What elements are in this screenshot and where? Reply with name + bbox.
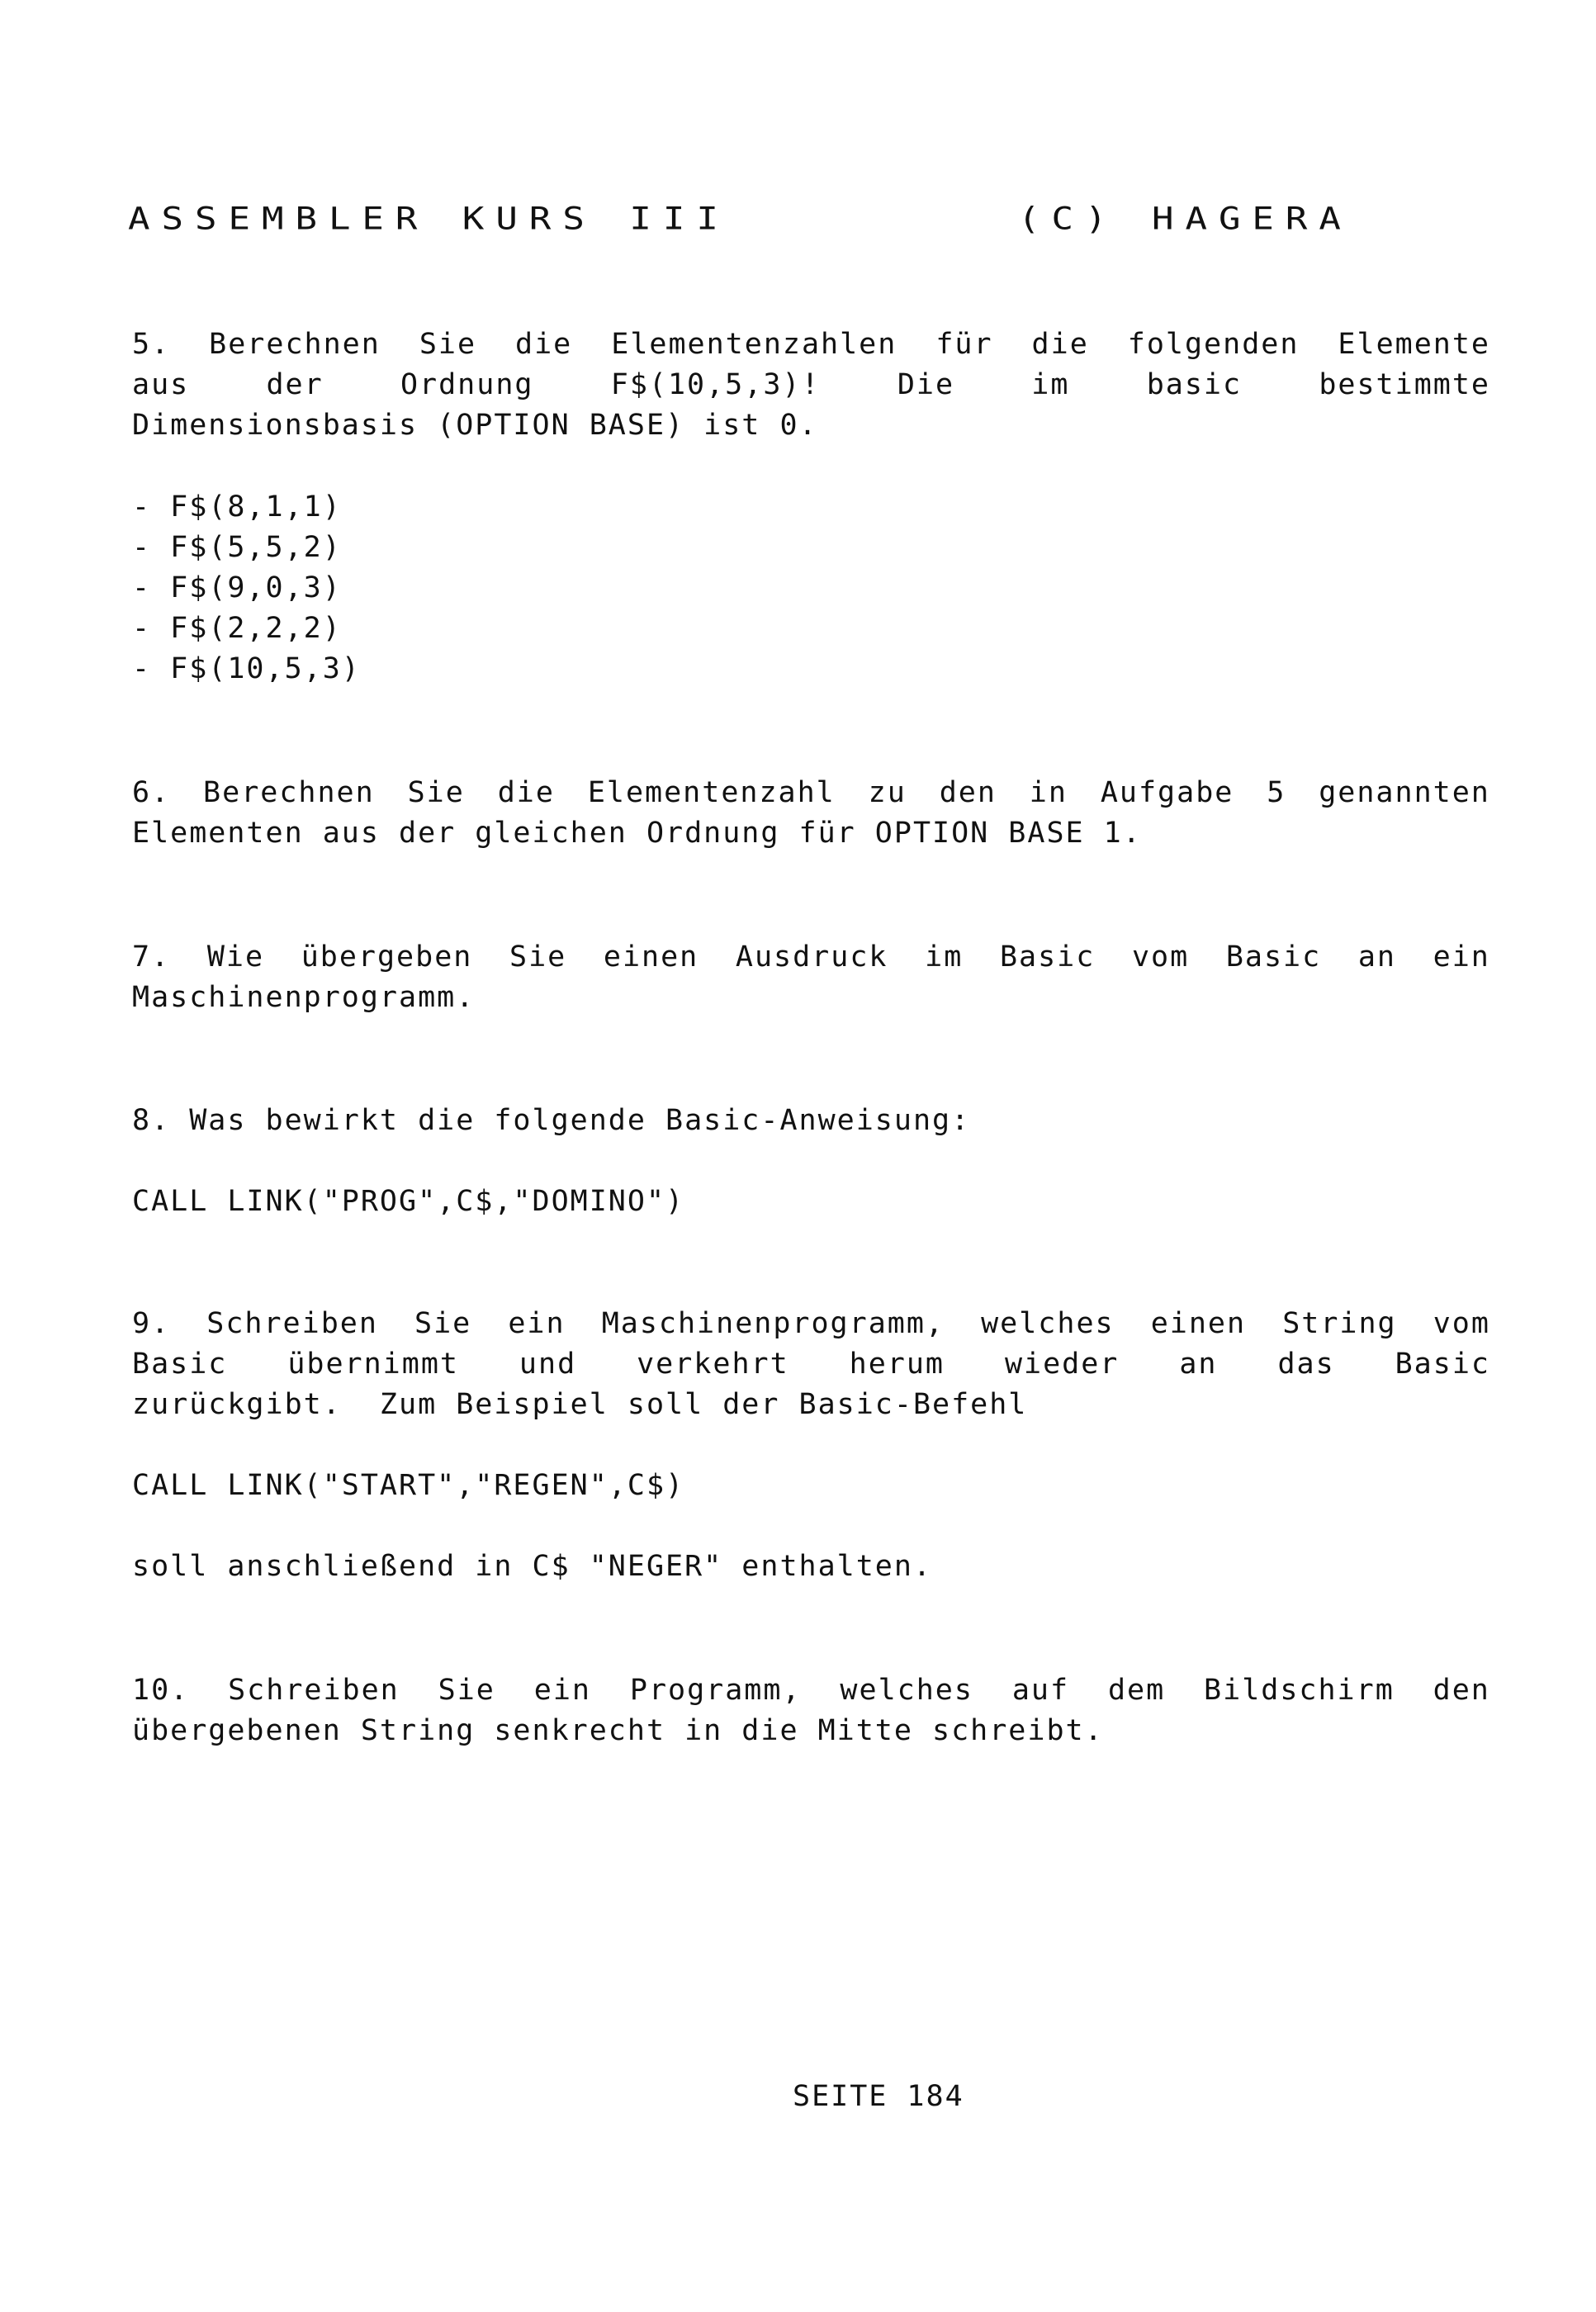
task9-line2: Basic übernimmt und verkehrt herum wieder an das Basic bbox=[132, 1348, 1490, 1381]
page-number: SEITE 184 bbox=[793, 2080, 964, 2113]
task6-line2: Elementen aus der gleichen Ordnung für OPTION BASE 1. bbox=[132, 817, 1142, 850]
list-item: - F$(9,0,3) bbox=[132, 571, 342, 604]
task9-line3: zurückgibt. Zum Beispiel soll der Basic-Befehl bbox=[132, 1388, 1028, 1421]
task7-line1: 7. Wie übergeben Sie einen Ausdruck im Basic vom Basic an ein bbox=[132, 940, 1490, 974]
task9-line1: 9. Schreiben Sie ein Maschinenprogramm, welches einen String vom bbox=[132, 1307, 1490, 1340]
task9-line4: soll anschließend in C$ "NEGER" enthalten. bbox=[132, 1550, 933, 1583]
copyright-label: (C) HAGERA bbox=[1018, 201, 1352, 237]
task8-code: CALL LINK("PROG",C$,"DOMINO") bbox=[132, 1185, 685, 1218]
task10-line1: 10. Schreiben Sie ein Programm, welches auf dem Bildschirm den bbox=[132, 1674, 1490, 1707]
list-item: - F$(2,2,2) bbox=[132, 612, 342, 645]
list-item: - F$(5,5,2) bbox=[132, 531, 342, 564]
task9-code: CALL LINK("START","REGEN",C$) bbox=[132, 1469, 685, 1502]
task5-line1: 5. Berechnen Sie die Elementenzahlen für die folgenden Elemente bbox=[132, 328, 1490, 361]
task10-line2: übergebenen String senkrecht in die Mitte schreibt. bbox=[132, 1714, 1104, 1747]
task6-line1: 6. Berechnen Sie die Elementenzahl zu den in Aufgabe 5 genannten bbox=[132, 776, 1490, 809]
task5-line3: Dimensionsbasis (OPTION BASE) ist 0. bbox=[132, 409, 818, 442]
list-item: - F$(10,5,3) bbox=[132, 652, 361, 685]
task8-line1: 8. Was bewirkt die folgende Basic-Anweisung: bbox=[132, 1104, 971, 1137]
task7-line2: Maschinenprogramm. bbox=[132, 981, 476, 1014]
list-item: - F$(8,1,1) bbox=[132, 490, 342, 524]
course-title: ASSEMBLER KURS III bbox=[128, 201, 730, 237]
task5-line2: aus der Ordnung F$(10,5,3)! Die im basic bestimmte bbox=[132, 368, 1490, 401]
